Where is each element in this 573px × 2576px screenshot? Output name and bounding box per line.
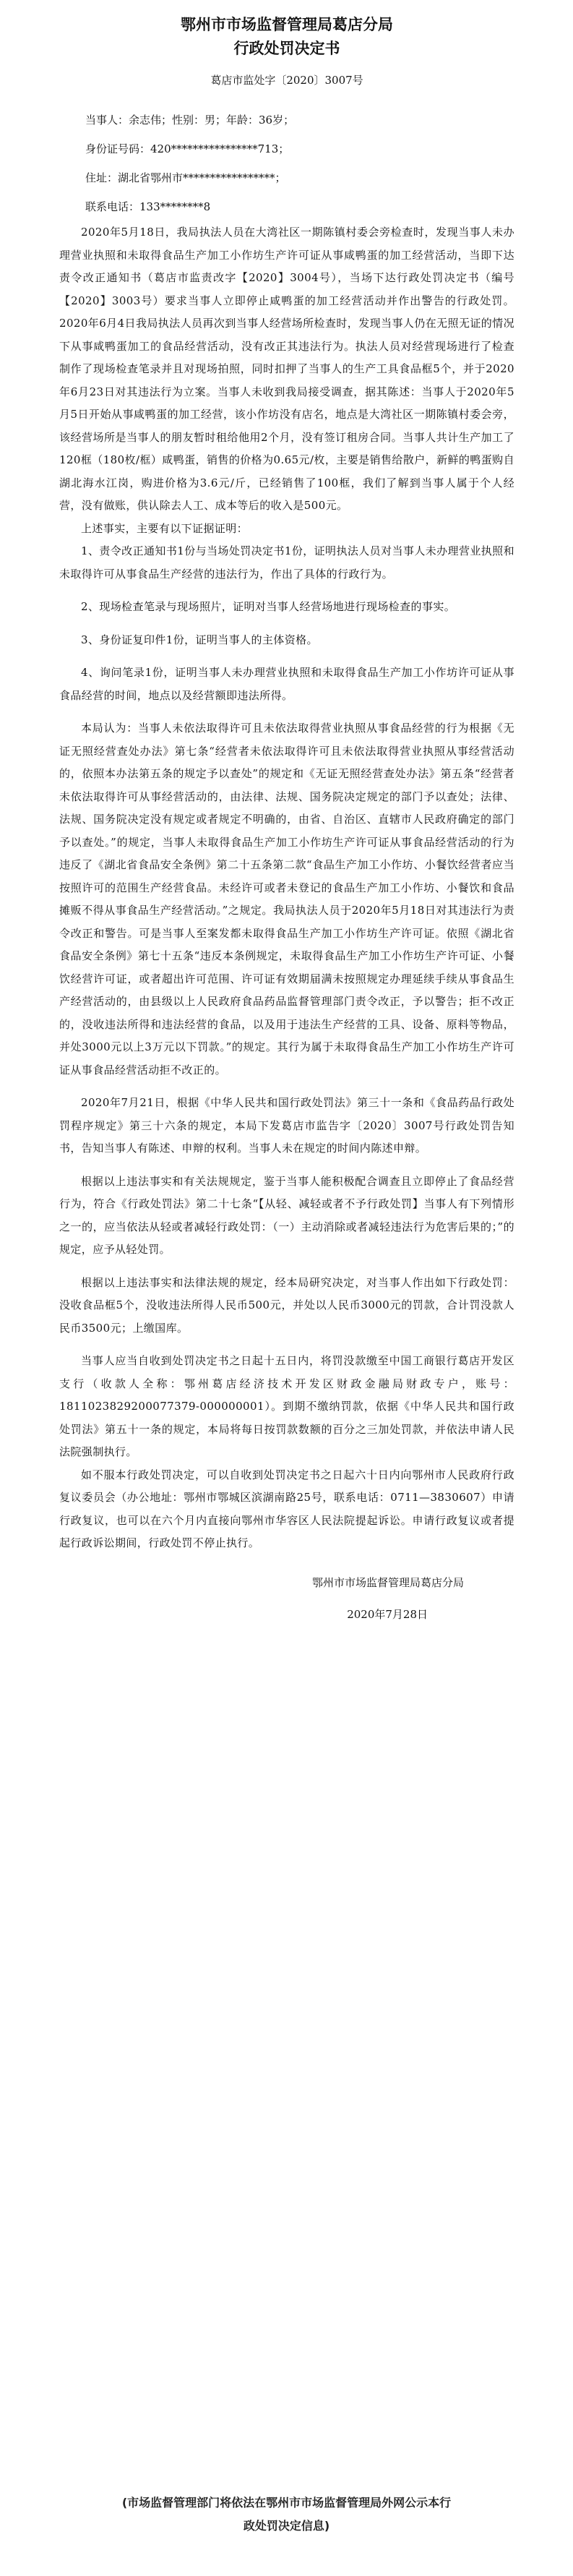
signature-organization: 鄂州市市场监督管理局葛店分局 <box>311 1575 464 1589</box>
legal-analysis-paragraph: 本局认为：当事人未依法取得许可且未依法取得营业执照从事食品经营的行为根据《无证无照经营查处办法》第七条“经营者未依法取得许可且未依法取得营业执照从事经营活动的，依照本办法第五条的规定予以查处”的规定和《无证无照经营查处办法》第五条“经营者未依法取得许可从事经营活动的，由法律、法规、国务院决定规定的部门予以查处；法律、法规、国务院决定没有规定或者规定不明确的，由省、自治区、直辖市人民政府确定的部门予以查处。”的规定，当事人未取得食品生产加工小作坊生产许可证从事食品经营活动的行为违反了《湖北省食品安全条例》第二十五条第二款“食品生产加工小作坊、小餐饮经营者应当按照许可的范围生产经营食品。未经许可或者未登记的食品生产加工小作坊、小餐饮和食品摊贩不得从事食品生产经营活动。”之规定。我局执法人员于2020年5月18日对其违法行为责令改正和警告。可是当事人至案发都未取得食品生产加工小作坊生产许可证。依照《湖北省食品安全条例》第七十五条“违反本条例规定，未取得食品生产加工小作坊生产许可证、小餐饮经营许可证，或者超出许可范围、许可证有效期届满未按照规定办理延续手续从事食品生产经营活动的，由县级以上人民政府食品药品监督管理部门责令改正，予以警告；拒不改正的，没收违法所得和违法经营的食品，以及用于违法生产经营的工具、设备、原料等物品，并处3000元以上3万元以下罚款。”的规定。其行为属于未取得食品生产加工小作坊生产许可证从事食品经营活动拒不改正的。 <box>59 722 514 1077</box>
appeal-rights-paragraph: 如不服本行政处罚决定，可以自收到处罚决定书之日起六十日内向鄂州市人民政府行政复议委员会（办公地址：鄂州市鄂城区滨湖南路25号，联系电话：0711—3830607）申请行政复议，也可以在六个月内直接向鄂州市华容区人民法院提起诉讼。申请行政复议或者提起行政诉讼期间，行政处罚不停止执行。 <box>59 1468 514 1549</box>
evidence-item-2: 2、现场检查笔录与现场照片，证明对当事人经营场地进行现场检查的事实。 <box>81 600 456 613</box>
publicity-notice-line-1: (市场监督管理部门将依法在鄂州市市场监督管理局外网公示本行 <box>121 2496 452 2509</box>
payment-instructions-paragraph: 当事人应当自收到处罚决定书之日起十五日内，将罚没款缴至中国工商银行葛店开发区支行（收款人全称：鄂州葛店经济技术开发区财政金融局财政专户，账号：18110238292000773​79-000000001）。到期不缴纳罚款，依据《中华人民共和国行政处罚法》第五十一条的规定，本局将每日按罚款数额的百分之三加处罚款，并依法申请人民法院强制执行。 <box>59 1354 514 1458</box>
evidence-item-1: 1、责令改正通知书1份与当场处罚决定书1份，证明执法人员对当事人未办理营业执照和未取得许可从事食品生产经营的违法行为，作出了具体的行政行为。 <box>59 544 514 581</box>
publicity-notice <box>0 2491 573 2538</box>
evidence-item-3: 3、身份证复印件1份，证明当事人的主体资格。 <box>81 633 318 646</box>
party-phone: 联系电话：133********8 <box>85 200 211 213</box>
document-title-type: 行政处罚决定书 <box>233 40 340 57</box>
evidence-intro: 上述事实，主要有以下证据证明： <box>81 521 249 535</box>
document-title-agency: 鄂州市市场监督管理局葛店分局 <box>181 16 393 33</box>
signature-date: 2020年7月28日 <box>347 1607 428 1621</box>
facts-paragraph: 2020年5月18日，我局执法人员在大湾社区一期陈镇村委会旁检查时，发现当事人未办理营业执照和未取得食品生产加工小作坊生产许可证从事咸鸭蛋的加工经营活动，当即下达责令改正通知书（葛店市监责改字【2020】3004号），当场下达行政处罚决定书（编号【2020】3003号）要求当事人立即停止咸鸭蛋的加工经营活动并作出警告的行政处罚。2020年6月4日我局执法人员再次到当事人经营场所检查时，发现当事人仍在无照无证的情况下从事咸鸭蛋加工的食品经营活动，没有改正其违法行为。执法人员对经营现场进行了检查制作了现场检查笔录并且对现场拍照，同时扣押了当事人的生产工具食品框5个，并于2020年6月23日对其违法行为立案。当事人未收到我局接受调查，据其陈述：当事人于2020年5月5日开始从事咸鸭蛋的加工经营，该小作坊没有店名，地点是大湾社区一期陈镇村委会旁，该经营场所是当事人的朋友暂时租给他用2个月，没有签订租房合同。当事人共计生产加工了120框（180枚/框）咸鸭蛋，销售的价格为0.65元/枚，主要是销售给散户，新鲜的鸭蛋购自湖北海水江岗，购进价格为3.6元/斤，已经销售了100框，我们了解到当事人属于个人经营，没有做账，供认除去人工、成本等后的收入是500元。 <box>59 226 514 512</box>
party-id-number: 身份证号码：420****************713； <box>85 142 290 155</box>
party-info <box>85 106 514 221</box>
penalty-decision-paragraph: 根据以上违法事实和法律法规的规定，经本局研究决定，对当事人作出如下行政处罚：没收食品框5个，没收违法所得人民币500元，并处以人民币3000元的罚款，合计罚没款人民币3500元；上缴国库。 <box>59 1275 514 1335</box>
notification-paragraph: 2020年7月21日，根据《中华人民共和国行政处罚法》第三十一条和《食品药品行政处罚程序规定》第三十六条的规定，本局下发葛店市监告字〔2020〕3007号行政处罚告知书，告知当事人有陈述、申辩的权利。当事人未在规定的时间内陈述申辩。 <box>59 1096 514 1155</box>
party-name-gender-age: 当事人：余志伟；性别：男；年龄：36岁； <box>85 114 295 127</box>
leniency-paragraph: 根据以上违法事实和有关法规规定，鉴于当事人能积极配合调查且立即停止了食品经营行为，符合《行政处罚法》第二十七条“【从轻、减轻或者不予行政处罚】当事人有下列情形之一的，应当依法从轻或者减轻行政处罚：（一）主动消除或者减轻违法行为危害后果的；”的规定，应予从轻处罚。 <box>59 1174 514 1256</box>
document-number: 葛店市监处字〔2020〕3007号 <box>210 74 363 87</box>
party-address: 住址：湖北省鄂州市*****************； <box>85 171 286 184</box>
document-body <box>59 221 514 1555</box>
evidence-item-4: 4、询问笔录1份，证明当事人未办理营业执照和未取得食品生产加工小作坊许可证从事食品经营的时间，地点以及经营额即违法所得。 <box>59 666 514 702</box>
penalty-decision-document <box>59 13 514 1627</box>
publicity-notice-line-2: 政处罚决定信息) <box>243 2519 330 2533</box>
